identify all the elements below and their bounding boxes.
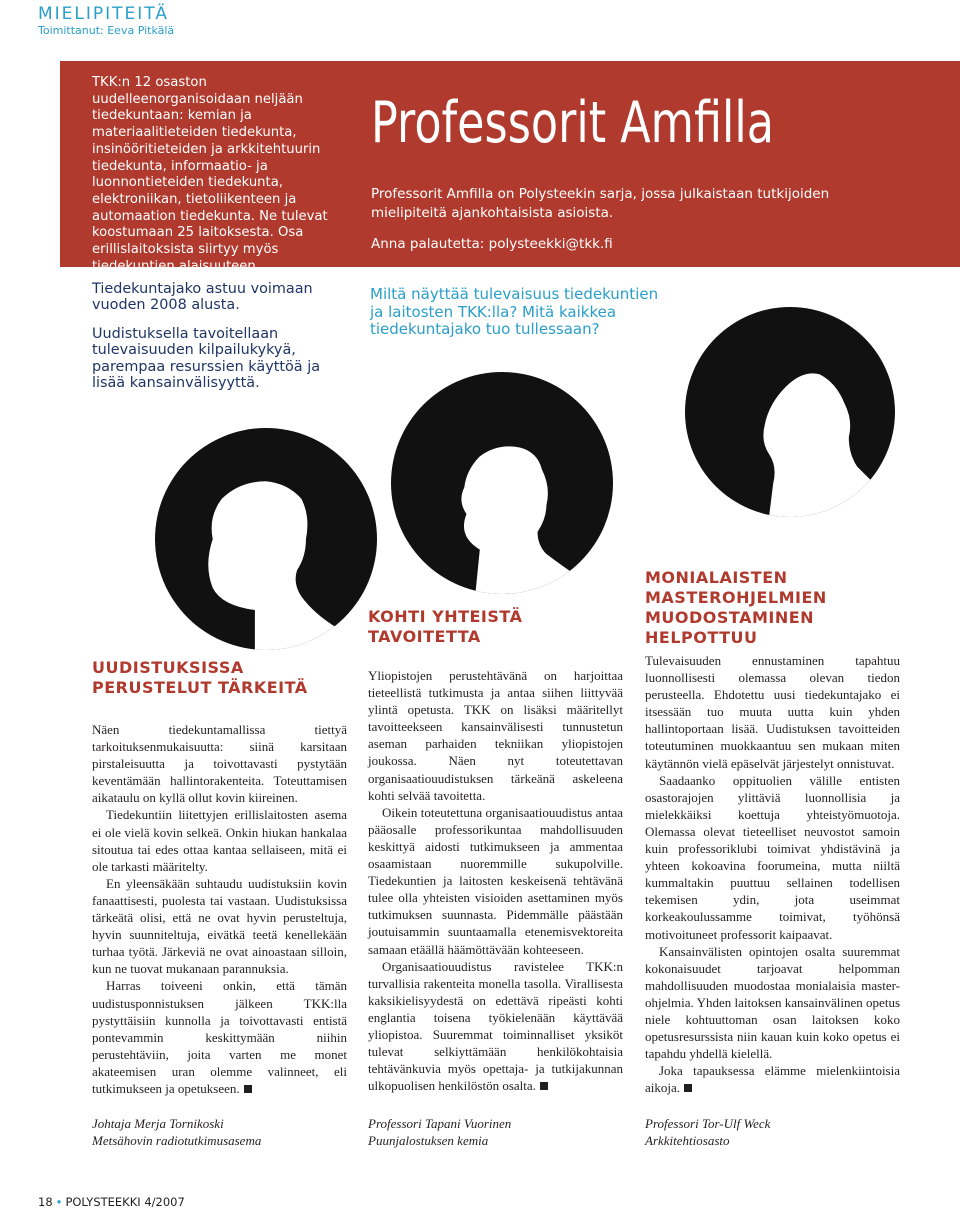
signature-unit: Metsähovin radiotutkimusasema — [92, 1133, 262, 1148]
intro-paragraph: Tiedekuntajako astuu voimaan vuoden 2008 alusta. — [92, 281, 313, 314]
silhouette-portrait-icon — [685, 307, 895, 517]
article-signature — [92, 1115, 261, 1149]
article-signature — [368, 1115, 511, 1149]
article-paragraph — [92, 977, 347, 1097]
bullet-separator-icon: • — [55, 1195, 63, 1209]
end-mark-icon — [244, 1085, 252, 1093]
end-mark-icon — [540, 1082, 548, 1090]
article-heading: UUDISTUKSISSA PERUSTELUT TÄRKEITÄ — [92, 658, 308, 697]
article-signature — [645, 1115, 770, 1149]
banner-intro-text: TKK:n 12 osaston uudelleenorganisoidaan neljään tiedekuntaan: kemian ja materiaalitieteiden tiedekunta, insinööritieteiden ja arkkitehtuurin tiedekunta, informaatio- ja luonnontieteiden tiedekunta, elektroniikan, tietoliikenteen ja automaation tiedekunta. Ne tulevat koostumaan 25 laitoksesta. Osa erillislaitoksista siirtyy myös tiedekuntien alaisuuteen. — [92, 75, 328, 274]
intro-question: Miltä näyttää tulevaisuus tiedekuntien ja laitosten TKK:lla? Mitä kaikkea tiedekuntajako tuo tullessaan? — [370, 285, 659, 338]
silhouette-portrait-icon — [391, 372, 613, 594]
signature-unit: Puunjalostuksen kemia — [368, 1133, 489, 1148]
article-heading: MONIALAISTEN MASTEROHJELMIEN MUODOSTAMINEN HELPOTTUU — [645, 568, 827, 647]
article-paragraph: Tiedekuntiin liitettyjen erillislaitosten asema ei ole vielä kovin selkeä. Onkin hiukan hankalaa sitoutua tai edes ottaa kantaa sellaiseen, mitä ei ole tarkasti määritelty. — [92, 807, 347, 874]
article-paragraph — [368, 958, 623, 1095]
article-paragraph: Saadaanko oppituolien välille entisten osastorajojen ylittäviä luonnollisia ja mielekkäiksi koettuja yhteistyömuotoja. Olemassa olevat tieteelliset neuvostot samoin kuin professoriklubi toimivat yhdistävinä ja yhteen kokoavina foorumeina, mutta niiltä kummaltakin puuttuu sellainen todellisen tekemisen ydin, jota useimmat korkeakoulussamme toimivat, työhönsä motivoituneet professorit kaipaavat. — [645, 772, 900, 942]
article-paragraph — [645, 1062, 900, 1096]
article-paragraph: Kansainvälisten opintojen osalta suuremmat kokonaisuudet tarjoavat helpomman mahdollisuuden muodostaa monialaisia master-ohjelmia. Yhden laitoksen kansainvälinen opetus niele kohtuuttoman osan laitoksen koko opetusresurssista niin kauan kuin koko opetus ei tapahdu yhdellä kielellä. — [645, 943, 900, 1062]
article-body — [368, 667, 623, 1094]
silhouette-portrait-icon — [155, 428, 377, 650]
signature-name: Johtaja Merja Tornikoski — [92, 1116, 224, 1131]
series-title: Professorit Amfilla — [371, 90, 774, 156]
feedback-contact: Anna palautetta: polysteekki@tkk.fi — [371, 236, 613, 252]
article-paragraph: Yliopistojen perustehtävänä on harjoittaa tieteellistä tutkimusta ja antaa siihen liittyvää ylintä opetusta. TKK on lisäksi määritellyt tavoitteekseen kansainvälisesti tunnustetun aseman parhaiden tekniikan yliopistojen joukossa. Näen nyt toteutettavan organisaatiouudistuksen tärkeänä askeleena kohti selvää tavoitetta. — [368, 668, 623, 803]
article-paragraph-text: Joka tapauksessa elämme mielenkiintoisia aikoja. — [645, 1063, 900, 1096]
signature-unit: Arkkitehtiosasto — [645, 1133, 730, 1148]
publication-name: POLYSTEEKKI 4/2007 — [65, 1195, 185, 1209]
byline: Toimittanut: Eeva Pitkälä — [38, 24, 175, 37]
section-title: MIELIPITEITÄ — [38, 4, 170, 24]
article-paragraph: Tulevaisuuden ennustaminen tapahtuu luonnollisesti olemassa olevan tiedon perusteella. Ehdotettu uusi tiedekuntajako ei itsessään tuo muuta uutta kuin yhden hallintoportaan lisää. Uudistuksen tavoitteiden toteutuminen muokkaantuu sen mukaan miten käytännön vielä epäselvät järjestelyt onnistuvat. — [645, 653, 900, 771]
article-paragraph: En yleensäkään suhtaudu uudistuksiin kovin fanaattisesti, puolesta tai vastaan. Uudistuksissa tärkeätä olisi, että ne ovat hyvin perusteltuja, hyvin suunniteltuja, eivätkä teetä kenellekään turhaa työtä. Järkeviä ne ovat ainoastaan silloin, kun ne tuovat mukanaan parannuksia. — [92, 875, 347, 977]
article-paragraph: Näen tiedekuntamallissa tiettyä tarkoituksenmukaisuutta: siinä karsitaan pirstaleisuutta ja toivottavasti pystytään keventämään hallintorakenteita. Toteuttamisen aikataulu on kyllä ollut kovin kiireinen. — [92, 722, 347, 806]
intro-column — [92, 281, 352, 403]
article-body — [92, 721, 347, 1097]
article-paragraph-text: Organisaatiouudistus ravistelee TKK:n turvallisia rakenteita monella tasolla. Virallisesta kaksikielisyydestä on edettävä ripeästi kohti englantia toisena työkielenään käyttävää yliopistoa. Suuremmat toiminnalliset yksiköt tulevat selkiyttämään henkilökohtaisia tehtävänkuvia myös opettaja- ja tutkijakunnan ulkopuolisen henkilöstön osalta. — [368, 958, 623, 1094]
article-body — [645, 652, 900, 1096]
page-number: 18 — [38, 1195, 53, 1209]
series-description: Professorit Amfilla on Polysteekin sarja, jossa julkaistaan tutkijoiden mielipiteitä ajankohtaisista asioista. — [371, 186, 830, 221]
signature-name: Professori Tor-Ulf Weck — [645, 1116, 771, 1131]
end-mark-icon — [684, 1084, 692, 1092]
article-paragraph-text: Harras toiveeni onkin, että tämän uudistusponnistuksen jälkeen TKK:lla pystyttäisiin kunnolla ja toivottavasti entistä pontevammin keskittymään niihin perustehtäviin, joita varten me monet akateemisen uran olemme valinneet, eli tutkimukseen ja opetukseen. — [92, 978, 347, 1096]
signature-name: Professori Tapani Vuorinen — [368, 1116, 512, 1131]
article-heading: KOHTI YHTEISTÄ TAVOITETTA — [368, 607, 523, 646]
page-footer — [38, 1195, 185, 1209]
intro-paragraph: Uudistuksella tavoitellaan tulevaisuuden kilpailukykyä, parempaa resurssien käyttöä ja lisää kansainvälisyyttä. — [92, 325, 321, 392]
article-paragraph: Oikein toteutettuna organisaatiouudistus antaa pääosalle professorikuntaa mahdollisuuden keskittyä aidosti tutkimukseen ja ammentaa osaamistaan nuoremmille sukupolville. Tiedekuntien ja laitosten keskeisenä tehtävänä tulee olla yhteisten visioiden asettaminen myös tutkimuksen suunnasta. Pidemmälle päästään joutuisammin suuntaamalla etenemisvektoreita samaan etäällä häämöttävään kohteeseen. — [368, 804, 623, 957]
